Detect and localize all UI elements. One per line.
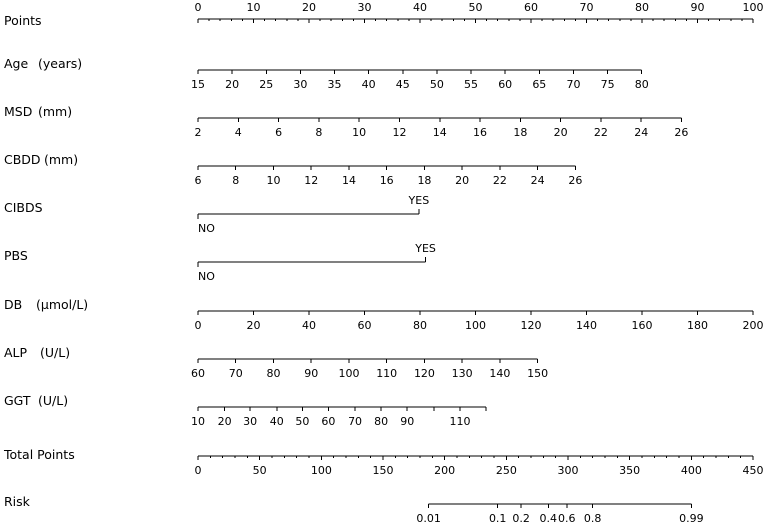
tick-label-msd: 24	[634, 126, 649, 139]
total-points-tick-label: 300	[557, 464, 579, 477]
total-points-tick-label: 50	[252, 464, 267, 477]
variable-label-msd: MSD	[4, 104, 33, 119]
tick-label-ggt: 10	[191, 415, 205, 428]
tick-label-msd: 18	[513, 126, 528, 139]
tick-label-msd: 12	[392, 126, 407, 139]
tick-label-msd: 4	[234, 126, 242, 139]
tick-label-alp: 80	[266, 367, 281, 380]
tick-label-db: 40	[302, 319, 316, 332]
risk-tick-label: 0.4	[539, 512, 558, 525]
tick-label-msd: 22	[593, 126, 608, 139]
tick-label-ggt: 110	[449, 415, 471, 428]
tick-label-db: 180	[687, 319, 708, 332]
tick-label-pbs: YES	[415, 242, 436, 255]
tick-label-cbdd: 26	[568, 174, 583, 187]
tick-label-msd: 8	[315, 126, 323, 139]
variable-label-cibds: CIBDS	[4, 200, 43, 215]
risk-tick-label: 0.2	[512, 512, 530, 525]
points-tick-label: 30	[357, 1, 372, 14]
points-tick-label: 70	[579, 1, 594, 14]
points-tick-label: 80	[635, 1, 649, 14]
tick-label-db: 140	[576, 319, 597, 332]
tick-label-alp: 120	[413, 367, 435, 380]
tick-label-msd: 26	[674, 126, 689, 139]
tick-label-age: 15	[191, 78, 205, 91]
tick-label-msd: 10	[352, 126, 367, 139]
tick-label-age: 20	[225, 78, 240, 91]
points-tick-label: 100	[742, 1, 764, 14]
tick-label-age: 35	[327, 78, 342, 91]
tick-label-alp: 100	[338, 367, 360, 380]
tick-label-db: 200	[742, 319, 764, 332]
tick-label-age: 40	[361, 78, 376, 91]
variable-label-alp: ALP	[4, 345, 28, 360]
points-tick-label: 50	[468, 1, 483, 14]
tick-label-cbdd: 20	[455, 174, 470, 187]
variable-unit-db: (μmol/L)	[36, 297, 89, 312]
tick-label-age: 60	[498, 78, 513, 91]
variable-label-age: Age	[4, 56, 29, 71]
tick-label-age: 70	[566, 78, 581, 91]
tick-label-db: 60	[357, 319, 372, 332]
total-points-tick-label: 0	[194, 464, 202, 477]
variable-unit-msd: (mm)	[38, 104, 73, 119]
variable-label-ggt: GGT	[4, 393, 31, 408]
tick-label-age: 50	[429, 78, 444, 91]
tick-label-db: 100	[465, 319, 486, 332]
points-tick-label: 20	[302, 1, 316, 14]
tick-label-db: 80	[413, 319, 427, 332]
total-points-tick-label: 400	[680, 464, 702, 477]
total-points-tick-label: 250	[495, 464, 517, 477]
risk-tick-label: 0.6	[558, 512, 576, 525]
tick-label-msd: 20	[553, 126, 568, 139]
total-points-tick-label: 350	[619, 464, 641, 477]
axis-label-risk: Risk	[4, 494, 30, 509]
tick-label-msd: 2	[194, 126, 202, 139]
points-tick-label: 0	[194, 1, 202, 14]
tick-label-alp: 110	[376, 367, 398, 380]
tick-label-ggt: 40	[269, 415, 284, 428]
points-tick-label: 40	[413, 1, 427, 14]
axis-label-total-points: Total Points	[4, 447, 75, 462]
tick-label-age: 30	[293, 78, 308, 91]
tick-label-cibds: NO	[198, 222, 215, 235]
tick-label-alp: 150	[527, 367, 549, 380]
tick-label-pbs: NO	[198, 270, 215, 283]
axis-label-points: Points	[4, 13, 42, 28]
tick-label-cbdd: 10	[266, 174, 281, 187]
tick-label-db: 0	[194, 319, 202, 332]
variable-label-cbdd: CBDD	[4, 152, 41, 167]
risk-tick-label: 0.99	[679, 512, 704, 525]
tick-label-age: 75	[600, 78, 615, 91]
variable-unit-age: (years)	[38, 56, 83, 71]
tick-label-cbdd: 12	[304, 174, 319, 187]
tick-label-age: 80	[634, 78, 649, 91]
points-tick-label: 60	[524, 1, 538, 14]
tick-label-age: 45	[395, 78, 410, 91]
tick-label-alp: 70	[228, 367, 243, 380]
tick-label-age: 55	[464, 78, 479, 91]
tick-label-ggt: 50	[295, 415, 310, 428]
tick-label-db: 120	[520, 319, 542, 332]
tick-label-cbdd: 8	[232, 174, 240, 187]
tick-label-ggt: 30	[243, 415, 258, 428]
tick-label-db: 160	[631, 319, 653, 332]
points-tick-label: 10	[246, 1, 261, 14]
tick-label-ggt: 60	[321, 415, 336, 428]
total-points-tick-label: 200	[434, 464, 456, 477]
tick-label-cibds: YES	[408, 194, 430, 207]
variable-label-db: DB	[4, 297, 23, 312]
tick-label-msd: 16	[473, 126, 488, 139]
tick-label-alp: 140	[489, 367, 511, 380]
tick-label-cbdd: 22	[492, 174, 507, 187]
tick-label-cbdd: 14	[341, 174, 356, 187]
tick-label-alp: 60	[191, 367, 205, 380]
tick-label-msd: 14	[432, 126, 447, 139]
risk-tick-label: 0.8	[583, 512, 602, 525]
variable-label-pbs: PBS	[4, 248, 28, 263]
tick-label-ggt: 90	[400, 415, 415, 428]
tick-label-cbdd: 24	[530, 174, 545, 187]
total-points-tick-label: 150	[372, 464, 394, 477]
tick-label-ggt: 80	[374, 415, 389, 428]
tick-label-msd: 6	[275, 126, 283, 139]
tick-label-alp: 90	[304, 367, 319, 380]
risk-tick-label: 0.1	[488, 512, 507, 525]
tick-label-db: 20	[246, 319, 261, 332]
tick-label-ggt: 70	[348, 415, 363, 428]
points-tick-label: 90	[690, 1, 705, 14]
tick-label-age: 25	[259, 78, 274, 91]
tick-label-age: 65	[532, 78, 547, 91]
tick-label-cbdd: 6	[194, 174, 202, 187]
tick-label-ggt: 20	[217, 415, 232, 428]
variable-unit-ggt: (U/L)	[38, 393, 69, 408]
risk-tick-label: 0.01	[416, 512, 441, 525]
tick-label-cbdd: 16	[379, 174, 394, 187]
tick-label-cbdd: 18	[417, 174, 432, 187]
total-points-tick-label: 100	[310, 464, 332, 477]
tick-label-alp: 130	[451, 367, 473, 380]
variable-unit-alp: (U/L)	[40, 345, 71, 360]
total-points-tick-label: 450	[742, 464, 764, 477]
variable-unit-cbdd: (mm)	[44, 152, 79, 167]
